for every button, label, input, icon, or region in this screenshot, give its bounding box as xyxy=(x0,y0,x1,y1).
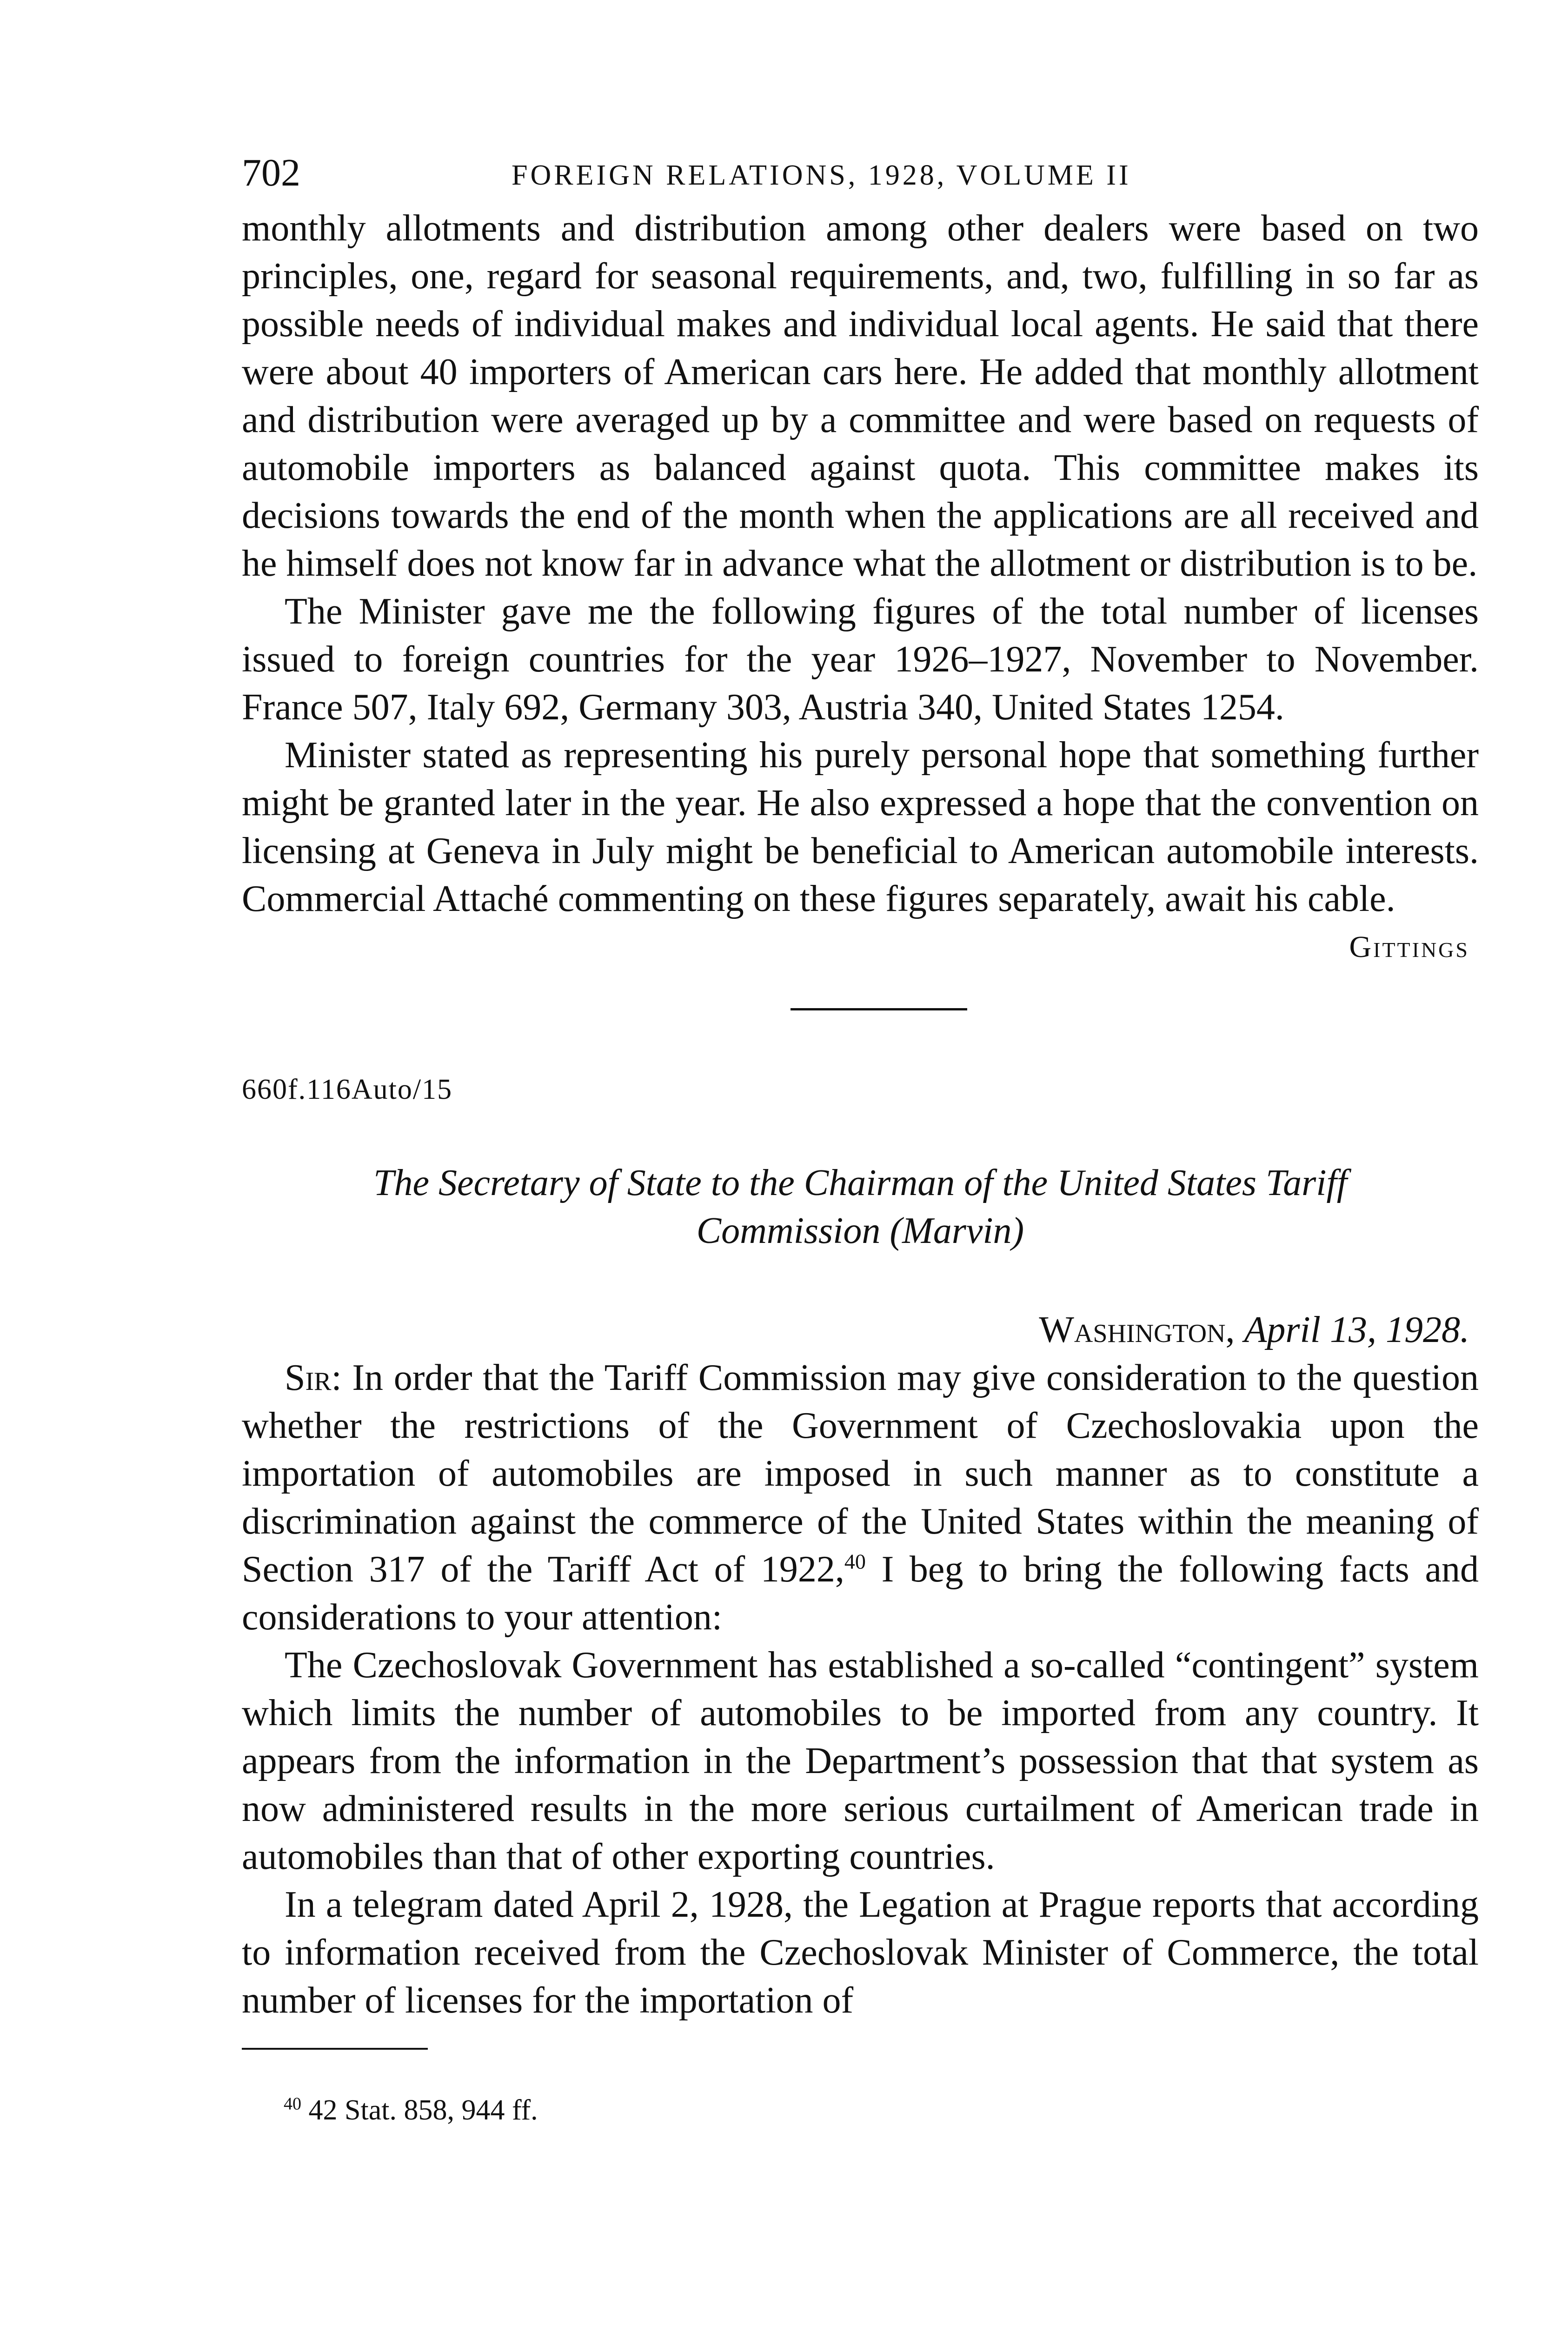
footnote-reference: 40 xyxy=(844,1549,866,1574)
section-divider xyxy=(791,1008,967,1010)
dateline-place: Washington, xyxy=(1039,1309,1235,1350)
footnote xyxy=(284,2092,1479,2129)
salutation: Sir xyxy=(285,1357,332,1398)
document-title-line-1: The Secretary of State to the Chairman of the United States Tariff xyxy=(373,1162,1347,1203)
letter-body xyxy=(242,1354,1479,2025)
paragraph-continued: monthly allotments and distribution among other dealers were based on two principles, one, regard for seasonal requirements, and, two, fulfilling in so far as possible needs of individual makes and individual local agents. He said that there were about 40 importers of American cars here. He added that monthly allotment and distribution were averaged up by a committee and were based on requests of automobile importers as balanced against quota. This committee makes its decisions towards the end of the month when the applications are all received and he himself does not know far in advance what the allotment or distribution is to be. xyxy=(242,208,1479,584)
footnote-marker: 40 xyxy=(284,2094,301,2114)
footnote-divider xyxy=(242,2048,428,2050)
paragraph-license-figures: The Minister gave me the following figures of the total number of licenses issued to foreign countries for the year 1926–1927, November to November. France 507, Italy 692, Germany 303, Austria 340, United States 1254. xyxy=(242,591,1479,728)
page-header xyxy=(242,153,1479,205)
letter-paragraph-1-part-1: : In order that the Tariff Commission may give consideration to the question whether the restrictions of the Government of Czechoslovakia upon the importation of automobiles are imposed in such manner as to constitute a discrimination against the commerce of the United States within the meaning of Section 317 of the Tariff Act of 1922, xyxy=(242,1357,1479,1590)
document-page xyxy=(242,153,1479,2129)
signature: Gittings xyxy=(1349,930,1469,964)
letter-paragraph-3: In a telegram dated April 2, 1928, the Legation at Prague reports that according to information received from the Czechoslovak Minister of Commerce, the total number of licenses for the importation of xyxy=(242,1884,1479,2021)
letter-paragraph-2: The Czechoslovak Government has established a so-called “contingent” system which limits the number of automobiles to be imported from any country. It appears from the information in the Department’s possession that that system as now administered results in the more serious curtailment of American trade in automobiles than that of other exporting countries. xyxy=(242,1645,1479,1877)
running-head: FOREIGN RELATIONS, 1928, VOLUME II xyxy=(512,159,1131,191)
document-title-line-2: Commission (Marvin) xyxy=(696,1210,1024,1251)
dateline-date: April 13, 1928. xyxy=(1244,1309,1469,1350)
body-text xyxy=(242,205,1479,923)
footnote-text: 42 Stat. 858, 944 ff. xyxy=(301,2094,538,2126)
letter-paragraph-1-part-2: I beg to bring the following facts and considerations to your attention: xyxy=(242,1549,1479,1638)
document-title xyxy=(242,1159,1479,1255)
paragraph-minister-hope: Minister stated as representing his purely personal hope that something further might be granted later in the year. He also expressed a hope that the convention on licensing at Geneva in July might be beneficial to American automobile interests. Commercial Attaché commenting on these figures separately, await his cable. xyxy=(242,735,1479,919)
dateline xyxy=(242,1306,1479,1354)
letter-paragraph-1 xyxy=(242,1354,1479,1641)
file-number: 660f.116Auto/15 xyxy=(242,1074,453,1105)
page-number: 702 xyxy=(242,151,300,194)
